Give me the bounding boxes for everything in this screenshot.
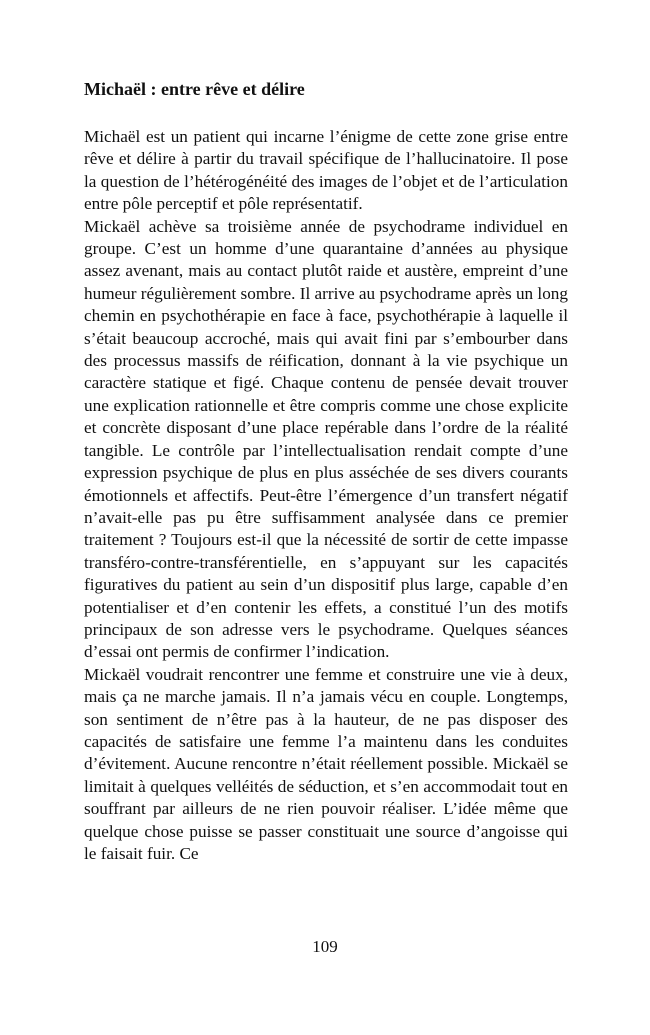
page-number: 109: [312, 937, 338, 956]
paragraph-case-history: Mickaël achève sa troisième année de psychodrame individuel en groupe. C’est un homme d’une quarantaine d’années au physique assez avenant, mais au contact plutôt raide et austère, empreint d’une humeur régulièrement sombre. Il arrive au psychodrame après un long chemin en psychothérapie en face à face, psychothérapie à laquelle il s’était beaucoup accroché, mais qui avait fini par s’embourber dans des processus massifs de réification, donnant à la vie psychique un caractère statique et figé. Chaque contenu de pensée devait trouver une explication rationnelle et être compris comme une chose explicite et concrète disposant d’une place repérable dans l’ordre de la réalité tangible. Le contrôle par l’intellectualisation rendait compte d’une expression psychique de plus en plus asséchée de ses divers courants émotionnels et affectifs. Peut-être l’émergence d’un transfert négatif n’avait-elle pas pu être suffisamment analysée dans ce premier traitement ? Toujours est-il que la nécessité de sortir de cette impasse transféro-contre-transférentielle, en s’appuyant sur les capacités figuratives du patient au sein d’un dispositif plus large, capable d’en potentialiser et d’en contenir les effets, a constitué l’un des motifs principaux de son adresse vers le psychodrame. Quelques séances d’essai ont permis de confirmer l’indication.: [84, 216, 568, 662]
paragraph-relationships: Mickaël voudrait rencontrer une femme et construire une vie à deux, mais ça ne marche jamais. Il n’a jamais vécu en couple. Longtemps, son sentiment de n’être pas à la hauteur, de ne pas disposer des capacités de satisfaire une femme l’a maintenu dans les conduites d’évitement. Aucune rencontre n’était réellement possible. Mickaël se limitait à quelques velléités de séduction, et s’en accommodait tout en souffrant par ailleurs de ne rien pouvoir réaliser. L’idée même que quelque chose puisse se passer constituait une source d’angoisse qui le faisait fuir. Ce: [84, 664, 568, 863]
section-heading: Michaël : entre rêve et délire: [84, 79, 305, 99]
paragraph-intro: Michaël est un patient qui incarne l’énigme de cette zone grise entre rêve et délire à partir du travail spécifique de l’hallucinatoire. Il pose la question de l’hétérogénéité des images de l’objet et de l’articulation entre pôle perceptif et pôle représentatif.: [84, 127, 568, 214]
page-body: [84, 78, 568, 865]
